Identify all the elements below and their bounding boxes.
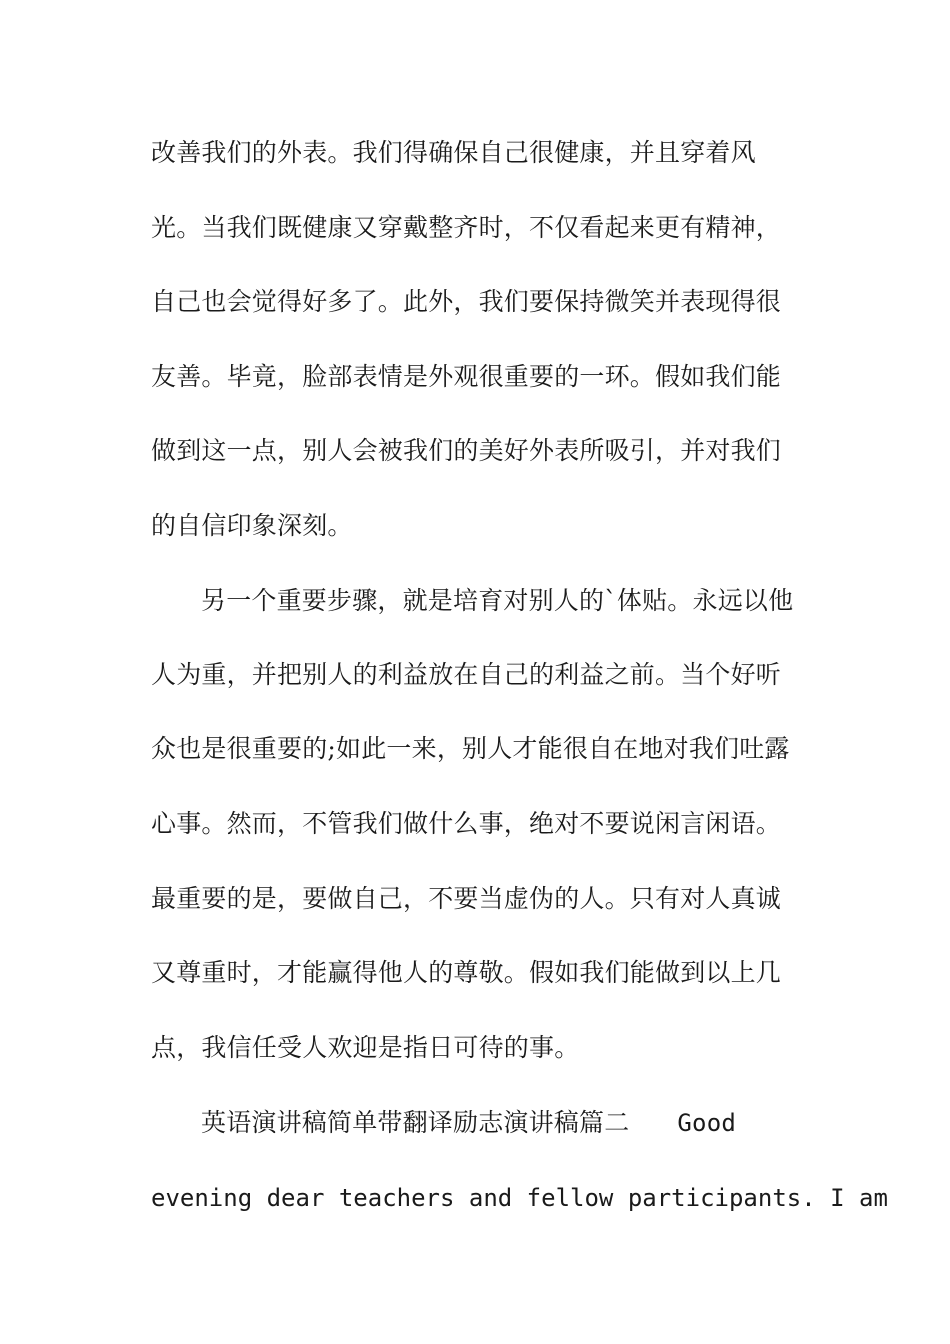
section-heading-cn: 英语演讲稿简单带翻译励志演讲稿篇二 <box>201 1108 630 1137</box>
text-line-13: 点，我信任受人欢迎是指日可待的事。 <box>151 1033 580 1062</box>
text-line-3: 自己也会觉得好多了。此外，我们要保持微笑并表现得很 <box>151 287 782 316</box>
text-line-8: 人为重，并把别人的利益放在自己的利益之前。当个好听 <box>151 660 782 689</box>
text-line-12: 又尊重时，才能赢得他人的尊敬。假如我们能做到以上几 <box>151 958 782 987</box>
text-line-9: 众也是很重要的;如此一来，别人才能很自在地对我们吐露 <box>151 734 790 763</box>
text-line-11: 最重要的是，要做自己，不要当虚伪的人。只有对人真诚 <box>151 884 782 913</box>
section-heading <box>201 1108 736 1138</box>
english-text-line: evening dear teachers and fellow participants. I am <box>151 1184 888 1212</box>
text-line-7: 另一个重要步骤，就是培育对别人的`体贴。永远以他 <box>201 586 794 615</box>
text-line-5: 做到这一点，别人会被我们的美好外表所吸引，并对我们 <box>151 436 782 465</box>
text-line-2: 光。当我们既健康又穿戴整齐时，不仅看起来更有精神， <box>151 213 782 242</box>
section-heading-en: Good <box>677 1109 737 1137</box>
text-line-6: 的自信印象深刻。 <box>151 511 353 540</box>
text-line-4: 友善。毕竟，脸部表情是外观很重要的一环。假如我们能 <box>151 362 782 391</box>
text-line-1: 改善我们的外表。我们得确保自己很健康，并且穿着风 <box>151 138 756 167</box>
text-line-10: 心事。然而，不管我们做什么事，绝对不要说闲言闲语。 <box>151 809 782 838</box>
